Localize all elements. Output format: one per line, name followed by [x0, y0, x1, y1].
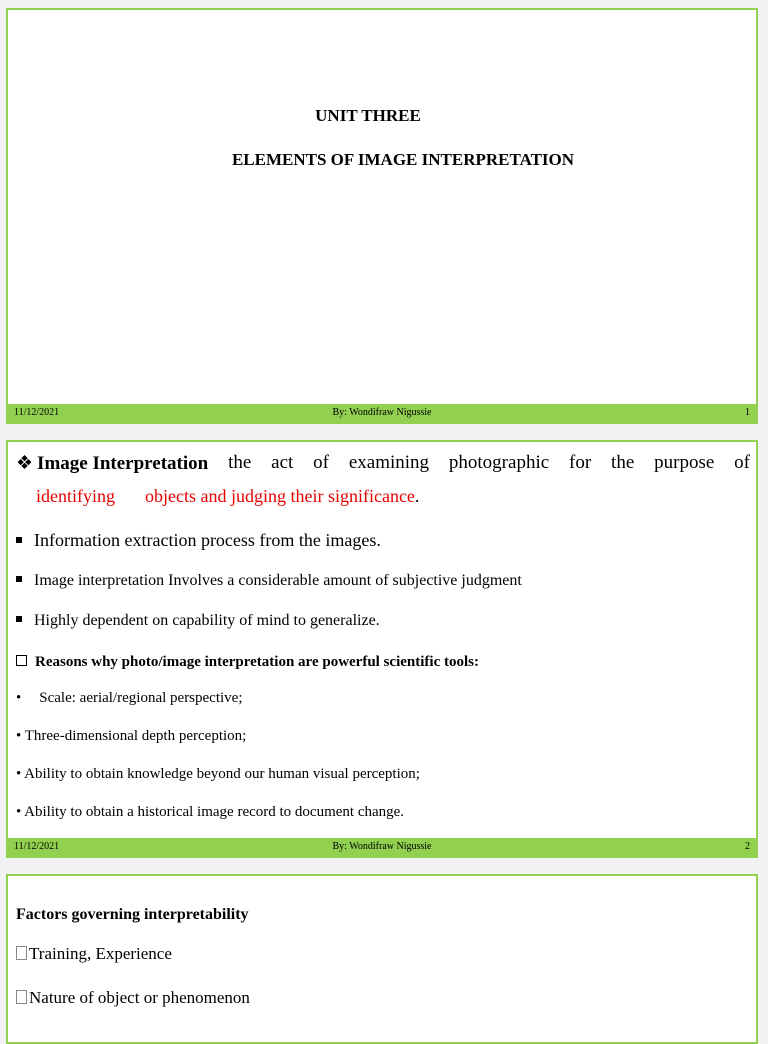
reasons-heading — [16, 654, 750, 671]
slide-title: ELEMENTS OF IMAGE INTERPRETATION — [231, 150, 575, 169]
reason-text: Scale: aerial/regional perspective; — [39, 690, 243, 706]
definition-term: Image Interpretation — [37, 453, 209, 474]
footer-author: By: Wondifraw Nigussie — [332, 841, 432, 852]
reason-item: • Ability to obtain knowledge beyond our human visual perception; — [16, 766, 420, 782]
dot-bullet-icon: • — [16, 690, 22, 706]
definition-word: examining — [348, 452, 430, 473]
slide-3 — [6, 874, 758, 1044]
missing-glyph-icon — [16, 990, 27, 1004]
reason-item — [16, 690, 750, 707]
definition-line — [16, 452, 750, 475]
square-bullet-icon — [16, 537, 22, 543]
reasons-heading-text: Reasons why photo/image interpretation are powerful scientific tools: — [35, 654, 479, 670]
highlight-text: identifying — [36, 486, 115, 506]
list-item — [16, 572, 750, 590]
reason-item: • Ability to obtain a historical image record to document change. — [16, 804, 405, 820]
unit-heading: UNIT THREE — [315, 106, 421, 125]
checkbox-bullet-icon — [16, 655, 27, 666]
definition-word: the — [228, 452, 252, 473]
list-item-text: Nature of object or phenomenon — [29, 988, 250, 1007]
slide-2 — [6, 440, 758, 858]
slide-1 — [6, 8, 758, 424]
reason-item: • Three-dimensional depth perception; — [16, 728, 247, 744]
period: . — [414, 486, 420, 506]
footer-author: By: Wondifraw Nigussie — [332, 407, 432, 418]
definition-word: purpose — [654, 452, 715, 473]
definition-continuation — [36, 486, 750, 507]
slide-footer — [8, 838, 756, 856]
slide-footer — [8, 404, 756, 422]
footer-page-number: 1 — [745, 407, 750, 418]
definition-word: for — [569, 452, 592, 473]
definition-word: the — [611, 452, 635, 473]
square-bullet-icon — [16, 576, 22, 582]
slide-heading: Factors governing interpretability — [16, 906, 249, 923]
highlight-text: objects and judging their significance — [145, 486, 415, 506]
definition-word: photographic — [448, 452, 550, 473]
list-item — [16, 530, 750, 551]
diamond-bullet-icon: ❖ — [16, 453, 34, 474]
list-item-text: Training, Experience — [29, 944, 172, 963]
list-item — [16, 612, 750, 630]
footer-page-number: 2 — [745, 841, 750, 852]
definition-word: of — [313, 452, 329, 473]
definition-word: of — [734, 452, 750, 473]
definition-word: act — [271, 452, 294, 473]
list-item-text: Highly dependent on capability of mind to generalize. — [34, 612, 380, 629]
square-bullet-icon — [16, 616, 22, 622]
list-item — [16, 944, 172, 964]
footer-date: 11/12/2021 — [14, 841, 60, 852]
list-item — [16, 988, 250, 1008]
missing-glyph-icon — [16, 946, 27, 960]
list-item-text: Information extraction process from the images. — [34, 530, 381, 550]
definition-term-group — [16, 452, 208, 475]
list-item-text: Image interpretation Involves a considerable amount of subjective judgment — [34, 572, 522, 589]
footer-date: 11/12/2021 — [14, 407, 60, 418]
